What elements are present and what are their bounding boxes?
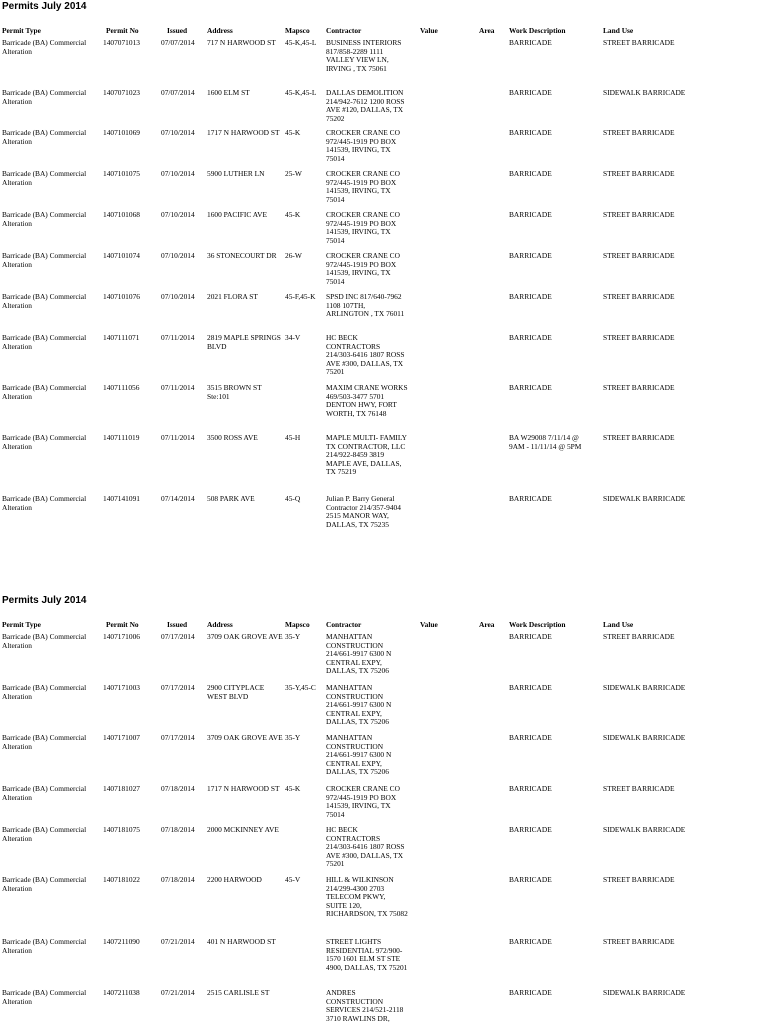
cell-land-use: STREET BARRICADE xyxy=(603,433,675,442)
cell-permit-no: 1407181022 xyxy=(103,875,140,884)
cell-contractor: CROCKER CRANE CO 972/445-1919 PO BOX 141539, IRVING, TX 75014 xyxy=(326,251,400,286)
cell-permit-type: Barricade (BA) Commercial Alteration xyxy=(2,128,87,146)
cell-issued: 07/07/2014 xyxy=(161,88,195,97)
cell-issued: 07/18/2014 xyxy=(161,784,195,793)
cell-mapsco: 45-K,45-L xyxy=(285,38,317,47)
cell-permit-type: Barricade (BA) Commercial Alteration xyxy=(2,683,87,701)
cell-land-use: SIDEWALK BARRICADE xyxy=(603,733,686,742)
cell-land-use: STREET BARRICADE xyxy=(603,292,675,301)
cell-contractor: HILL & WILKINSON 214/299-4300 2703 TELECOM PKWY, SUITE 120, RICHARDSON, TX 75082 xyxy=(326,875,408,918)
cell-permit-no: 1407101074 xyxy=(103,251,140,260)
cell-contractor: Julian P. Barry General Contractor 214/357-9404 2515 MANOR WAY, DALLAS, TX 75235 xyxy=(326,494,401,529)
cell-address: 1717 N HARWOOD ST xyxy=(207,784,280,793)
cell-address: 3709 OAK GROVE AVE xyxy=(207,733,283,742)
cell-work-description: BARRICADE xyxy=(509,251,552,260)
cell-address: 401 N HARWOOD ST xyxy=(207,937,276,946)
cell-address: 717 N HARWOOD ST xyxy=(207,38,276,47)
cell-land-use: SIDEWALK BARRICADE xyxy=(603,988,686,997)
cell-mapsco: 45-K xyxy=(285,128,301,137)
cell-address: 2021 FLORA ST xyxy=(207,292,258,301)
cell-permit-no: 1407101069 xyxy=(103,128,140,137)
column-header-address: Address xyxy=(207,620,233,629)
column-header-contractor: Contractor xyxy=(326,620,362,629)
cell-permit-type: Barricade (BA) Commercial Alteration xyxy=(2,333,87,351)
cell-issued: 07/17/2014 xyxy=(161,632,195,641)
cell-work-description: BARRICADE xyxy=(509,38,552,47)
cell-mapsco: 34-V xyxy=(285,333,301,342)
cell-land-use: STREET BARRICADE xyxy=(603,632,675,641)
cell-issued: 07/21/2014 xyxy=(161,937,195,946)
cell-land-use: STREET BARRICADE xyxy=(603,784,675,793)
cell-address: 2515 CARLISLE ST xyxy=(207,988,270,997)
cell-land-use: STREET BARRICADE xyxy=(603,128,675,137)
cell-contractor: SPSD INC 817/640-7962 1108 107TH, ARLINGTON , TX 76011 xyxy=(326,292,405,318)
cell-address: 3515 BROWN ST Ste:101 xyxy=(207,383,262,401)
cell-issued: 07/10/2014 xyxy=(161,251,195,260)
cell-mapsco: 45-K xyxy=(285,210,301,219)
cell-permit-type: Barricade (BA) Commercial Alteration xyxy=(2,784,87,802)
cell-issued: 07/10/2014 xyxy=(161,128,195,137)
cell-issued: 07/17/2014 xyxy=(161,683,195,692)
cell-work-description: BARRICADE xyxy=(509,875,552,884)
column-header-value: Value xyxy=(420,620,438,629)
column-header-area: Area xyxy=(479,620,495,629)
cell-work-description: BARRICADE xyxy=(509,333,552,342)
column-header-value: Value xyxy=(420,26,438,35)
cell-work-description: BARRICADE xyxy=(509,383,552,392)
cell-mapsco: 45-K xyxy=(285,784,301,793)
cell-work-description: BARRICADE xyxy=(509,494,552,503)
cell-contractor: MANHATTAN CONSTRUCTION 214/661-9917 6300 N CENTRAL EXPY, DALLAS, TX 75206 xyxy=(326,733,392,776)
cell-mapsco: 45-Q xyxy=(285,494,301,503)
cell-work-description: BARRICADE xyxy=(509,733,552,742)
cell-issued: 07/18/2014 xyxy=(161,825,195,834)
cell-permit-type: Barricade (BA) Commercial Alteration xyxy=(2,988,87,1006)
cell-permit-no: 1407101068 xyxy=(103,210,140,219)
cell-address: 3709 OAK GROVE AVE xyxy=(207,632,283,641)
cell-land-use: SIDEWALK BARRICADE xyxy=(603,494,686,503)
column-header-work-description: Work Description xyxy=(509,620,566,629)
page-title: Permits July 2014 xyxy=(2,1,87,12)
cell-permit-type: Barricade (BA) Commercial Alteration xyxy=(2,937,87,955)
cell-work-description: BARRICADE xyxy=(509,825,552,834)
cell-issued: 07/11/2014 xyxy=(161,383,195,392)
cell-contractor: CROCKER CRANE CO 972/445-1919 PO BOX 141539, IRVING, TX 75014 xyxy=(326,128,400,163)
column-header-mapsco: Mapsco xyxy=(285,620,310,629)
cell-work-description: BARRICADE xyxy=(509,784,552,793)
column-header-address: Address xyxy=(207,26,233,35)
cell-permit-type: Barricade (BA) Commercial Alteration xyxy=(2,292,87,310)
cell-land-use: STREET BARRICADE xyxy=(603,38,675,47)
cell-permit-type: Barricade (BA) Commercial Alteration xyxy=(2,825,87,843)
cell-land-use: STREET BARRICADE xyxy=(603,251,675,260)
column-header-land-use: Land Use xyxy=(603,620,634,629)
cell-issued: 07/10/2014 xyxy=(161,169,195,178)
cell-permit-no: 1407101076 xyxy=(103,292,140,301)
cell-permit-no: 1407111071 xyxy=(103,333,140,342)
cell-issued: 07/11/2014 xyxy=(161,433,195,442)
cell-address: 2819 MAPLE SPRINGS BLVD xyxy=(207,333,281,351)
cell-land-use: SIDEWALK BARRICADE xyxy=(603,88,686,97)
cell-contractor: HC BECK CONTRACTORS 214/303-6416 1807 ROSS AVE #300, DALLAS, TX 75201 xyxy=(326,333,405,376)
cell-issued: 07/07/2014 xyxy=(161,38,195,47)
column-header-mapsco: Mapsco xyxy=(285,26,310,35)
cell-permit-no: 1407181075 xyxy=(103,825,140,834)
cell-permit-no: 1407141091 xyxy=(103,494,140,503)
cell-address: 508 PARK AVE xyxy=(207,494,255,503)
cell-permit-no: 1407071013 xyxy=(103,38,140,47)
cell-mapsco: 45-K,45-L xyxy=(285,88,317,97)
cell-permit-type: Barricade (BA) Commercial Alteration xyxy=(2,632,87,650)
cell-contractor: ANDRES CONSTRUCTION SERVICES 214/521-2118 3710 RAWLINS DR, xyxy=(326,988,404,1023)
cell-work-description: BARRICADE xyxy=(509,169,552,178)
cell-permit-type: Barricade (BA) Commercial Alteration xyxy=(2,210,87,228)
column-header-work-description: Work Description xyxy=(509,26,566,35)
cell-contractor: MAXIM CRANE WORKS 469/503-3477 5701 DENTON HWY, FORT WORTH, TX 76148 xyxy=(326,383,408,418)
cell-permit-no: 1407171003 xyxy=(103,683,140,692)
cell-address: 1600 PACIFIC AVE xyxy=(207,210,267,219)
column-header-permit-type: Permit Type xyxy=(2,26,41,35)
cell-work-description: BARRICADE xyxy=(509,937,552,946)
cell-address: 3500 ROSS AVE xyxy=(207,433,258,442)
column-header-permit-type: Permit Type xyxy=(2,620,41,629)
cell-permit-no: 1407111019 xyxy=(103,433,140,442)
cell-permit-no: 1407171007 xyxy=(103,733,140,742)
cell-mapsco: 45-H xyxy=(285,433,301,442)
cell-address: 1717 N HARWOOD ST xyxy=(207,128,280,137)
cell-work-description: BARRICADE xyxy=(509,683,552,692)
cell-permit-type: Barricade (BA) Commercial Alteration xyxy=(2,88,87,106)
cell-land-use: STREET BARRICADE xyxy=(603,169,675,178)
cell-permit-no: 1407181027 xyxy=(103,784,140,793)
column-header-area: Area xyxy=(479,26,495,35)
cell-work-description: BARRICADE xyxy=(509,988,552,997)
cell-contractor: MANHATTAN CONSTRUCTION 214/661-9917 6300 N CENTRAL EXPY, DALLAS, TX 75206 xyxy=(326,683,392,726)
cell-mapsco: 35-Y xyxy=(285,632,301,641)
cell-contractor: DALLAS DEMOLITION 214/942-7612 1200 ROSS AVE #120, DALLAS, TX 75202 xyxy=(326,88,405,123)
cell-land-use: SIDEWALK BARRICADE xyxy=(603,825,686,834)
cell-work-description: BA W29008 7/11/14 @ 9AM - 11/11/14 @ 5PM xyxy=(509,433,582,451)
cell-mapsco: 45-V xyxy=(285,875,301,884)
cell-address: 36 STONECOURT DR xyxy=(207,251,277,260)
cell-permit-no: 1407071023 xyxy=(103,88,140,97)
cell-issued: 07/11/2014 xyxy=(161,333,195,342)
cell-issued: 07/17/2014 xyxy=(161,733,195,742)
cell-contractor: CROCKER CRANE CO 972/445-1919 PO BOX 141539, IRVING, TX 75014 xyxy=(326,210,400,245)
cell-address: 1600 ELM ST xyxy=(207,88,250,97)
cell-work-description: BARRICADE xyxy=(509,210,552,219)
cell-permit-no: 1407211090 xyxy=(103,937,140,946)
cell-address: 2200 HARWOOD xyxy=(207,875,262,884)
cell-contractor: MANHATTAN CONSTRUCTION 214/661-9917 6300 N CENTRAL EXPY, DALLAS, TX 75206 xyxy=(326,632,392,675)
cell-mapsco: 35-Y xyxy=(285,733,301,742)
column-header-issued: Issued xyxy=(167,620,188,629)
column-header-land-use: Land Use xyxy=(603,26,634,35)
cell-contractor: MAPLE MULTI- FAMILY TX CONTRACTOR, LLC 214/922-8459 3819 MAPLE AVE, DALLAS, TX 75219 xyxy=(326,433,407,476)
cell-permit-type: Barricade (BA) Commercial Alteration xyxy=(2,875,87,893)
cell-work-description: BARRICADE xyxy=(509,128,552,137)
cell-work-description: BARRICADE xyxy=(509,632,552,641)
cell-land-use: STREET BARRICADE xyxy=(603,333,675,342)
cell-address: 5900 LUTHER LN xyxy=(207,169,265,178)
cell-issued: 07/10/2014 xyxy=(161,210,195,219)
cell-mapsco: 25-W xyxy=(285,169,302,178)
cell-mapsco: 45-F,45-K xyxy=(285,292,316,301)
cell-land-use: STREET BARRICADE xyxy=(603,383,675,392)
cell-permit-no: 1407211038 xyxy=(103,988,140,997)
cell-permit-type: Barricade (BA) Commercial Alteration xyxy=(2,433,87,451)
cell-issued: 07/14/2014 xyxy=(161,494,195,503)
column-header-issued: Issued xyxy=(167,26,188,35)
cell-mapsco: 35-Y,45-C xyxy=(285,683,316,692)
cell-contractor: CROCKER CRANE CO 972/445-1919 PO BOX 141539, IRVING, TX 75014 xyxy=(326,784,400,819)
cell-contractor: HC BECK CONTRACTORS 214/303-6416 1807 ROSS AVE #300, DALLAS, TX 75201 xyxy=(326,825,405,868)
cell-issued: 07/18/2014 xyxy=(161,875,195,884)
cell-address: 2000 MCKINNEY AVE xyxy=(207,825,279,834)
cell-permit-type: Barricade (BA) Commercial Alteration xyxy=(2,733,87,751)
cell-permit-type: Barricade (BA) Commercial Alteration xyxy=(2,169,87,187)
cell-contractor: BUSINESS INTERIORS 817/858-2289 1111 VALLEY VIEW LN, IRVING , TX 75061 xyxy=(326,38,402,73)
cell-issued: 07/10/2014 xyxy=(161,292,195,301)
page-title: Permits July 2014 xyxy=(2,595,87,606)
cell-permit-type: Barricade (BA) Commercial Alteration xyxy=(2,251,87,269)
cell-work-description: BARRICADE xyxy=(509,88,552,97)
cell-permit-no: 1407111056 xyxy=(103,383,140,392)
cell-permit-no: 1407101075 xyxy=(103,169,140,178)
cell-issued: 07/21/2014 xyxy=(161,988,195,997)
cell-land-use: STREET BARRICADE xyxy=(603,210,675,219)
column-header-permit-no: Permit No xyxy=(106,26,139,35)
cell-permit-type: Barricade (BA) Commercial Alteration xyxy=(2,494,87,512)
cell-mapsco: 26-W xyxy=(285,251,302,260)
column-header-permit-no: Permit No xyxy=(106,620,139,629)
column-header-contractor: Contractor xyxy=(326,26,362,35)
cell-address: 2900 CITYPLACE WEST BLVD xyxy=(207,683,265,701)
cell-permit-type: Barricade (BA) Commercial Alteration xyxy=(2,38,87,56)
cell-land-use: STREET BARRICADE xyxy=(603,875,675,884)
cell-land-use: SIDEWALK BARRICADE xyxy=(603,683,686,692)
cell-contractor: STREET LIGHTS RESIDENTIAL 972/900-1570 1601 ELM ST STE 4900, DALLAS, TX 75201 xyxy=(326,937,408,972)
cell-permit-no: 1407171006 xyxy=(103,632,140,641)
cell-permit-type: Barricade (BA) Commercial Alteration xyxy=(2,383,87,401)
cell-contractor: CROCKER CRANE CO 972/445-1919 PO BOX 141539, IRVING, TX 75014 xyxy=(326,169,400,204)
cell-work-description: BARRICADE xyxy=(509,292,552,301)
cell-land-use: STREET BARRICADE xyxy=(603,937,675,946)
